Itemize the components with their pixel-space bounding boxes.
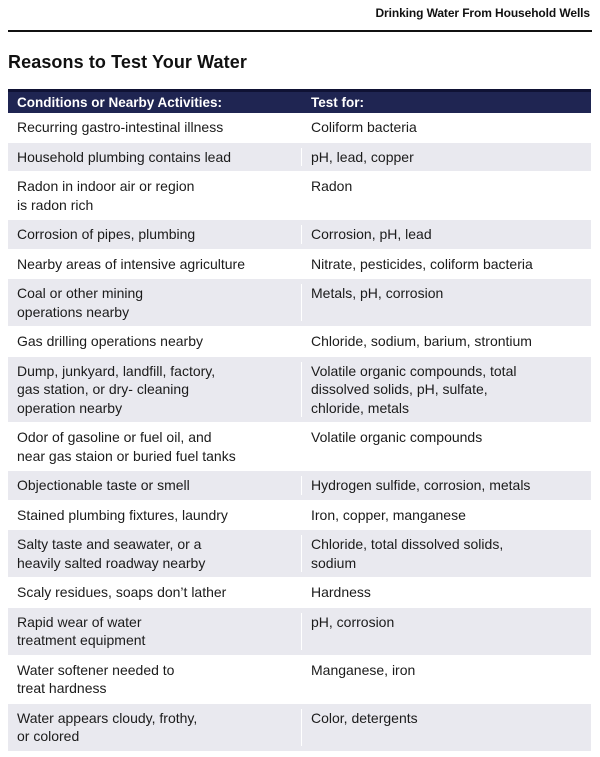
test-cell — [302, 148, 591, 167]
test-cell — [302, 332, 591, 351]
condition-text: Household plumbing contains lead — [17, 148, 232, 165]
test-text: Nitrate, pesticides, coliform bacteria — [311, 255, 533, 272]
test-cell — [302, 476, 591, 495]
test-text: Iron, copper, manganese — [311, 506, 466, 523]
test-cell — [302, 583, 591, 602]
table-row — [8, 530, 591, 578]
condition-text: Odor of gasoline or fuel oil, and near gas staion or buried fuel tanks — [17, 429, 236, 464]
table-row — [8, 172, 591, 220]
condition-text: Nearby areas of intensive agriculture — [17, 255, 246, 272]
condition-text: Gas drilling operations nearby — [17, 333, 203, 349]
test-cell — [302, 506, 591, 525]
condition-cell — [8, 255, 302, 274]
table-row — [8, 143, 591, 173]
condition-text: Water softener needed to treat hardness — [17, 661, 175, 696]
condition-cell — [8, 148, 302, 167]
test-cell — [302, 535, 591, 572]
test-cell — [302, 284, 591, 321]
table-row — [8, 113, 591, 143]
test-cell — [302, 118, 591, 137]
condition-cell — [8, 613, 302, 650]
page-title: Reasons to Test Your Water — [8, 52, 247, 72]
header-test-for: Test for: — [311, 95, 364, 110]
table-row — [8, 656, 591, 704]
test-cell — [302, 661, 591, 698]
table-row — [8, 501, 591, 531]
test-text: pH, corrosion — [311, 613, 395, 630]
table-row — [8, 357, 591, 424]
condition-text: Objectionable taste or smell — [17, 477, 190, 493]
table-row — [8, 327, 591, 357]
condition-cell — [8, 709, 302, 746]
table-row — [8, 704, 591, 752]
test-text: Chloride, sodium, barium, strontium — [311, 333, 532, 349]
test-text: Color, detergents — [311, 709, 418, 726]
header-rule — [8, 30, 592, 32]
test-cell — [302, 225, 591, 244]
condition-cell — [8, 225, 302, 244]
test-cell — [302, 709, 591, 746]
table-row — [8, 250, 591, 280]
table-body — [8, 113, 591, 752]
test-cell — [302, 177, 591, 214]
test-text: pH, lead, copper — [311, 148, 414, 165]
test-text: Hydrogen sulfide, corrosion, metals — [311, 477, 531, 493]
table-row — [8, 220, 591, 250]
table-header — [8, 89, 591, 113]
table-row — [8, 279, 591, 327]
table-row — [8, 471, 591, 501]
condition-cell — [8, 583, 302, 602]
table-row — [8, 423, 591, 471]
table-row — [8, 608, 591, 656]
condition-text: Water appears cloudy, frothy, or colored — [17, 709, 198, 744]
condition-cell — [8, 535, 302, 572]
condition-text: Salty taste and seawater, or a heavily salted roadway nearby — [17, 536, 206, 571]
test-cell — [302, 255, 591, 274]
condition-cell — [8, 332, 302, 351]
condition-text: Stained plumbing fixtures, laundry — [17, 506, 228, 523]
table-row — [8, 578, 591, 608]
condition-text: Radon in indoor air or region is radon rich — [17, 178, 195, 213]
condition-cell — [8, 476, 302, 495]
test-text: Manganese, iron — [311, 661, 416, 678]
test-text: Corrosion, pH, lead — [311, 226, 432, 242]
test-text: Hardness — [311, 584, 371, 600]
header-conditions: Conditions or Nearby Activities: — [17, 95, 223, 110]
condition-text: Recurring gastro-intestinal illness — [17, 119, 224, 135]
test-cell — [302, 362, 591, 418]
condition-cell — [8, 362, 302, 418]
test-text: Radon — [311, 178, 353, 194]
test-text: Coliform bacteria — [311, 119, 417, 135]
test-cell — [302, 428, 591, 465]
test-text: Volatile organic compounds — [311, 429, 483, 445]
condition-text: Coal or other mining operations nearby — [17, 285, 144, 320]
condition-text: Scaly residues, soaps don’t lather — [17, 584, 227, 600]
test-text: Volatile organic compounds, total dissolved solids, pH, sulfate, chloride, metals — [311, 362, 517, 416]
test-reasons-table — [8, 89, 591, 752]
running-head: Drinking Water From Household Wells — [375, 6, 590, 20]
condition-text: Dump, junkyard, landfill, factory, gas station, or dry- cleaning operation nearby — [17, 362, 216, 416]
condition-text: Rapid wear of water treatment equipment — [17, 613, 146, 648]
test-cell — [302, 613, 591, 650]
condition-cell — [8, 506, 302, 525]
condition-cell — [8, 661, 302, 698]
condition-cell — [8, 428, 302, 465]
condition-cell — [8, 118, 302, 137]
condition-cell — [8, 177, 302, 214]
condition-cell — [8, 284, 302, 321]
condition-text: Corrosion of pipes, plumbing — [17, 226, 196, 242]
test-text: Chloride, total dissolved solids, sodium — [311, 536, 504, 571]
test-text: Metals, pH, corrosion — [311, 285, 444, 301]
